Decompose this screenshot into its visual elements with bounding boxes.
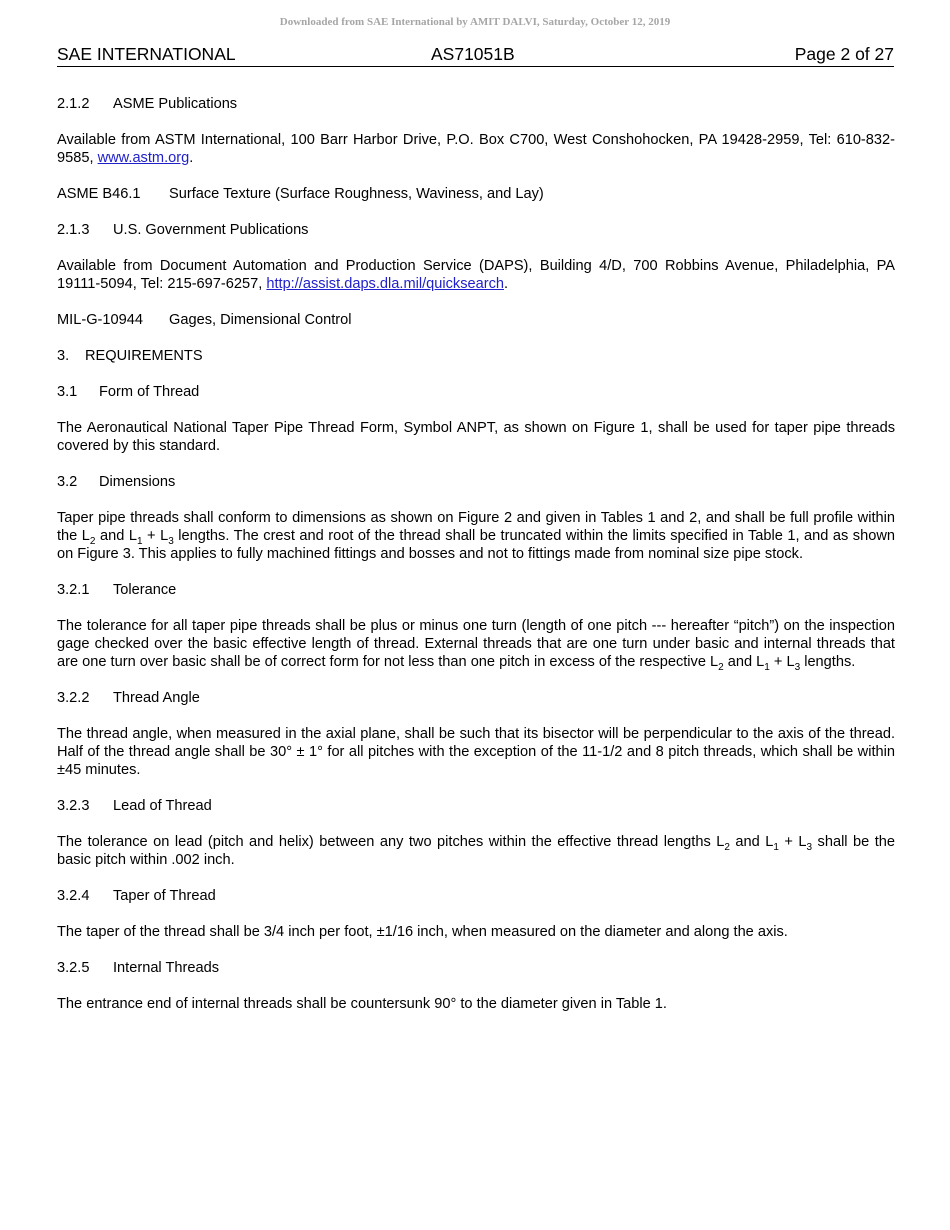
text-run: and L [729,834,774,850]
header-document-id: AS71051B [431,44,515,64]
text-run: + L [142,528,169,544]
section-number: 3. [57,348,70,364]
section-heading-3-2-4 [57,887,895,905]
paragraph-form-of-thread: The Aeronautical National Taper Pipe Thread Form, Symbol ANPT, as shown on Figure 1, shall be used for taper pipe threads covered by this standard. [57,420,895,454]
section-title: REQUIREMENTS [85,348,203,364]
section-heading-2-1-3 [57,221,895,239]
text-run: lengths. The crest and root of the thread shall be truncated within the limits specified in Table 1, and as shown on Figure 3. This applies to fully machined fittings and bosses and not to fittings made from nominal size pipe stock. [57,528,895,562]
subscript: 3 [168,535,174,547]
subscript: 2 [724,841,730,853]
section-title: Lead of Thread [113,798,212,814]
text-run: shall be the basic pitch within .002 inch. [57,834,896,868]
text-run: and L [95,528,137,544]
header-page-number: Page 2 of 27 [794,44,894,64]
text-run: + L [769,654,795,670]
reference-title: Gages, Dimensional Control [169,312,352,328]
section-heading-3-2 [57,473,895,491]
section-number: 3.2.2 [57,690,90,706]
paragraph-dimensions [57,509,895,563]
section-title: Internal Threads [113,960,220,976]
paragraph-internal-threads: The entrance end of internal threads shall be countersunk 90° to the diameter given in Table 1. [57,996,667,1012]
availability-paragraph-astm: Available from ASTM International, 100 Barr Harbor Drive, P.O. Box C700, West Conshohocken, PA 19428-2959, Tel: 610-832-9585, www.astm.org. [57,132,895,166]
subscript: 2 [718,661,724,673]
text-run: The tolerance for all taper pipe threads shall be plus or minus one turn (length of one pitch --- hereafter “pitch”) on the inspection gage checked over the basic effective length of thread. External threads that are one turn under basic and internal threads that are one turn over basic shall be of correct form for not less than one pitch in excess of the respective L [57,618,895,670]
page-header [57,44,894,67]
paragraph-taper-of-thread: The taper of the thread shall be 3/4 inch per foot, ±1/16 inch, when measured on the diameter and along the axis. [57,924,788,940]
availability-text: Available from Document Automation and Production Service (DAPS), Building 4/D, 700 Robbins Avenue, Philadelphia, PA 19111-5094, Tel: 215-697-6257, [57,258,895,292]
reference-code: ASME B46.1 [57,186,141,202]
download-watermark: Downloaded from SAE International by AMIT DALVI, Saturday, October 12, 2019 [279,16,671,28]
section-number: 3.2.1 [57,582,90,598]
text-run: Taper pipe threads shall conform to dimensions as shown on Figure 2 and given in Tables 1 and 2, and shall be full profile within the L [57,510,895,544]
section-heading-3-2-1 [57,581,895,599]
document-body [57,95,895,1031]
section-heading-2-1-2 [57,95,895,113]
section-number: 2.1.2 [57,96,90,112]
subscript: 3 [806,841,813,853]
assist-link[interactable]: http://assist.daps.dla.mil/quicksearch [266,276,505,292]
paragraph-lead-of-thread [57,833,895,869]
section-title: Thread Angle [113,690,200,706]
section-number: 3.2 [57,474,78,490]
section-number: 3.2.3 [57,798,90,814]
section-number: 2.1.3 [57,222,90,238]
section-heading-3-2-3 [57,797,895,815]
reference-code: MIL-G-10944 [57,312,143,328]
subscript: 2 [89,535,96,547]
reference-mil-g-10944 [57,311,895,329]
section-heading-3-1 [57,383,895,401]
section-title: Dimensions [99,474,176,490]
section-heading-3 [57,347,895,365]
subscript: 3 [794,661,801,673]
paragraph-tolerance [57,617,895,671]
section-number: 3.1 [57,384,78,400]
astm-link[interactable]: www.astm.org [97,150,190,166]
section-heading-3-2-5 [57,959,895,977]
subscript: 1 [136,535,143,547]
section-title: Tolerance [113,582,177,598]
subscript: 1 [773,841,779,853]
availability-text: Available from ASTM International, 100 Barr Harbor Drive, P.O. Box C700, West Conshohocken, PA 19428-2959, Tel: 610-832-9585, [57,132,895,166]
section-title: U.S. Government Publications [113,222,309,238]
section-number: 3.2.5 [57,960,90,976]
paragraph-thread-angle: The thread angle, when measured in the axial plane, shall be such that its bisector will be perpendicular to the axis of the thread. Half of the thread angle shall be 30° ± 1° for all pitches with the exception of the 11-1/2 and 8 pitch threads, which shall be within ±45 minutes. [57,726,895,778]
text-run: and L [723,654,765,670]
section-title: Taper of Thread [113,888,216,904]
section-number: 3.2.4 [57,888,90,904]
reference-asme-b46-1 [57,185,895,203]
section-title: ASME Publications [113,96,238,112]
text-run: The tolerance on lead (pitch and helix) between any two pitches within the effective thread lengths L [57,834,725,850]
section-heading-3-2-2 [57,689,895,707]
header-organization: SAE INTERNATIONAL [57,44,236,64]
subscript: 1 [764,661,770,673]
section-title: Form of Thread [99,384,200,400]
reference-title: Surface Texture (Surface Roughness, Waviness, and Lay) [169,186,544,202]
availability-paragraph-daps: Available from Document Automation and Production Service (DAPS), Building 4/D, 700 Robbins Avenue, Philadelphia, PA 19111-5094, Tel: 215-697-6257, http://assist.daps.dla.mil/quicksearch. [57,258,895,292]
text-run: + L [778,834,807,850]
text-run: lengths. [800,654,856,670]
